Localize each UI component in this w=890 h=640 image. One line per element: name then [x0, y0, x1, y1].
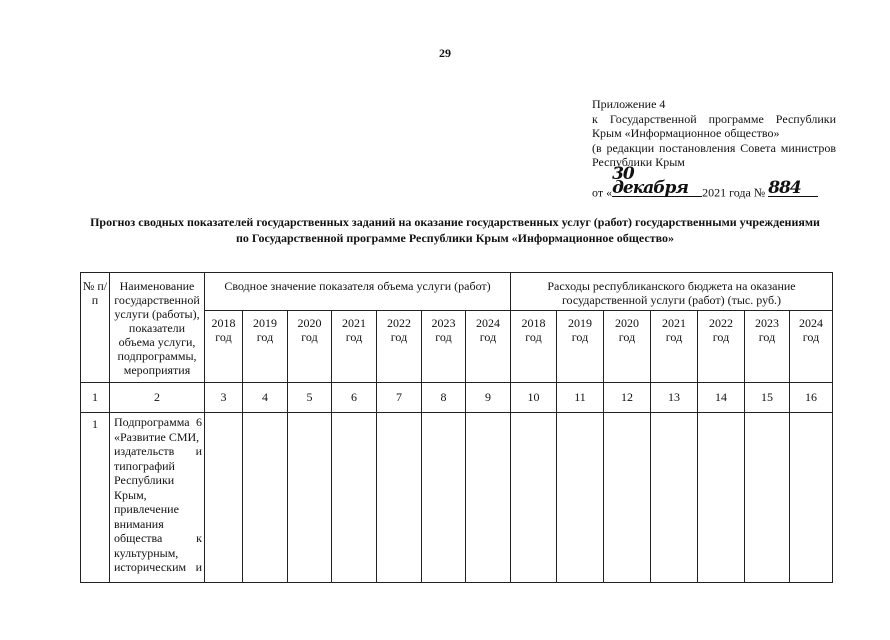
year-value: 2020 — [297, 316, 322, 330]
year-suffix: год — [802, 330, 820, 344]
column-number: 14 — [698, 383, 745, 413]
sign-prefix: от « — [592, 185, 613, 199]
row-name-line: издательств и — [114, 444, 202, 458]
signature-line — [592, 163, 836, 200]
header-name: Наименование государственной услуги (работы), показатели объема услуги, подпрограммы, мероприятия — [110, 273, 205, 383]
title-line: Прогноз сводных показателей государственных заданий на оказание государственных услуг (работ) государственными учреждениями — [90, 215, 820, 229]
empty-cell — [698, 413, 745, 583]
year-suffix: год — [435, 330, 452, 344]
column-number: 6 — [332, 383, 377, 413]
appendix-line: (в редакции постановления Совета министров — [592, 140, 836, 155]
column-number: 12 — [604, 383, 651, 413]
row-name-line: типографий — [114, 458, 175, 473]
year-suffix: год — [345, 330, 363, 344]
year-suffix: год — [571, 330, 589, 344]
table-row — [81, 413, 833, 583]
column-number: 11 — [557, 383, 604, 413]
column-number: 2 — [110, 383, 205, 413]
year-value: 2019 — [253, 316, 277, 330]
row-name-line: Подпрограмма 6 — [114, 415, 202, 429]
row-name-line: внимания — [114, 516, 164, 531]
year-header — [288, 311, 332, 383]
empty-cell — [604, 413, 651, 583]
column-number: 7 — [377, 383, 422, 413]
empty-cell — [422, 413, 466, 583]
year-header — [422, 311, 466, 383]
year-header — [466, 311, 511, 383]
page-number: 29 — [439, 46, 451, 60]
row-name-line: привлечение — [114, 502, 179, 516]
column-number: 13 — [651, 383, 698, 413]
empty-cell — [745, 413, 790, 583]
year-suffix: год — [712, 330, 730, 344]
year-header — [332, 311, 377, 383]
row-name-line: «Развитие СМИ, — [114, 429, 200, 444]
appendix-line: Республики Крым — [592, 155, 685, 169]
row-name-line: историческим и — [114, 560, 202, 574]
year-suffix: год — [301, 330, 318, 344]
appendix-block — [592, 97, 836, 200]
year-value: 2022 — [387, 316, 411, 330]
header-num: № п/п — [81, 273, 110, 383]
empty-cell — [205, 413, 243, 583]
appendix-line: Приложение 4 — [592, 97, 666, 111]
title-line: по Государственной программе Республики Крым «Информационное общество» — [236, 231, 674, 245]
empty-cell — [511, 413, 557, 583]
year-header — [790, 311, 833, 383]
year-value: 2023 — [755, 316, 779, 330]
forecast-table — [80, 272, 833, 583]
year-suffix: год — [665, 330, 683, 344]
empty-cell — [790, 413, 833, 583]
column-number: 4 — [243, 383, 288, 413]
year-header — [557, 311, 604, 383]
row-name-line: Крым, — [114, 487, 147, 502]
year-header — [698, 311, 745, 383]
year-value: 2024 — [799, 316, 823, 330]
row-name — [110, 413, 205, 583]
year-header — [243, 311, 288, 383]
year-suffix: год — [256, 330, 274, 344]
column-number: 8 — [422, 383, 466, 413]
year-value: 2019 — [568, 316, 592, 330]
year-value: 2018 — [211, 316, 236, 330]
empty-cell — [377, 413, 422, 583]
column-number: 1 — [81, 383, 110, 413]
year-value: 2021 — [342, 316, 366, 330]
year-suffix: год — [390, 330, 408, 344]
empty-cell — [466, 413, 511, 583]
column-number: 10 — [511, 383, 557, 413]
year-header — [604, 311, 651, 383]
year-value: 2023 — [431, 316, 456, 330]
year-suffix: год — [618, 330, 636, 344]
row-name-line: культурным, — [114, 545, 179, 560]
handwritten-number: 884 — [768, 181, 818, 197]
year-value: 2022 — [709, 316, 733, 330]
row-name-line: общества к — [114, 531, 202, 545]
numbering-row — [81, 383, 833, 413]
empty-cell — [243, 413, 288, 583]
column-number: 15 — [745, 383, 790, 413]
sign-mid: 2021 года № — [702, 185, 766, 199]
year-value: 2024 — [476, 316, 500, 330]
empty-cell — [557, 413, 604, 583]
row-num: 1 — [81, 413, 110, 583]
column-number: 16 — [790, 383, 833, 413]
column-number: 3 — [205, 383, 243, 413]
year-value: 2018 — [521, 316, 546, 330]
year-header — [651, 311, 698, 383]
appendix-line: Крым «Информационное общество» — [592, 126, 780, 140]
column-number: 9 — [466, 383, 511, 413]
year-value: 2020 — [615, 316, 639, 330]
row-name-line: Республики — [114, 473, 175, 487]
year-suffix: год — [215, 330, 232, 344]
empty-cell — [332, 413, 377, 583]
handwritten-date: 30 декабря — [612, 167, 702, 197]
header-budget-group: Расходы республиканского бюджета на оказание государственной услуги (работ) (тыс. руб.) — [511, 273, 833, 311]
empty-cell — [288, 413, 332, 583]
year-header — [205, 311, 243, 383]
year-suffix: год — [525, 330, 542, 344]
appendix-line: к Государственной программе Республики — [592, 111, 836, 126]
year-value: 2021 — [662, 316, 686, 330]
year-header — [377, 311, 422, 383]
year-suffix: год — [758, 330, 776, 344]
document-title — [60, 214, 850, 246]
year-header — [511, 311, 557, 383]
year-header — [745, 311, 790, 383]
column-number: 5 — [288, 383, 332, 413]
header-volume-group: Сводное значение показателя объема услуги (работ) — [205, 273, 511, 311]
year-suffix: год — [479, 330, 497, 344]
empty-cell — [651, 413, 698, 583]
